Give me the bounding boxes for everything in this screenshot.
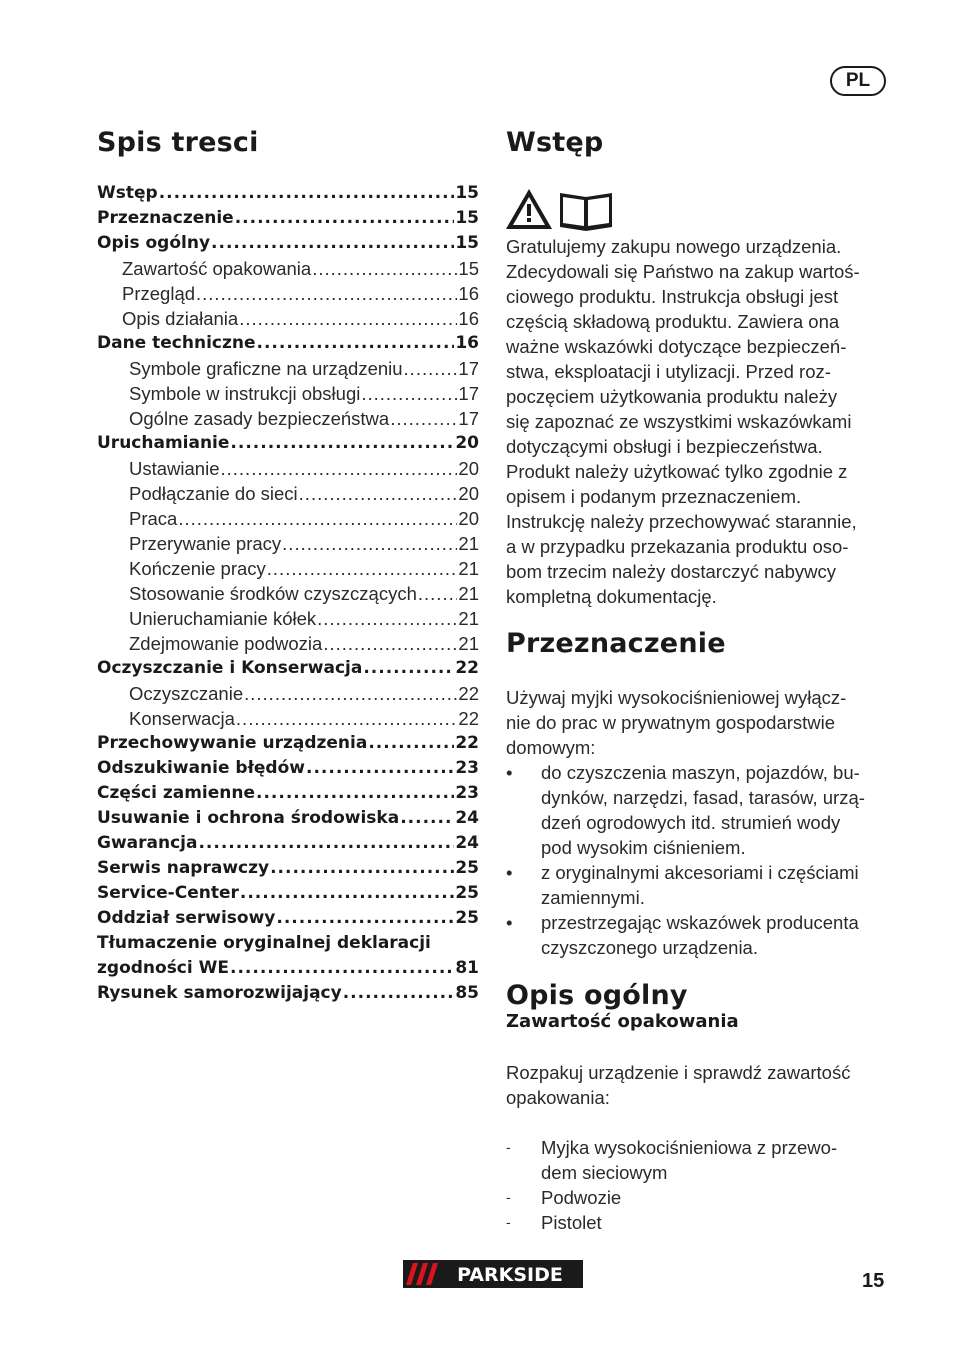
list-marker: • — [506, 862, 513, 883]
toc-entry-label: Oddział serwisowy — [97, 908, 276, 928]
toc-leader-dots — [299, 483, 458, 505]
toc-entry-label: Przeznaczenie — [97, 208, 234, 228]
toc-entry[interactable] — [97, 233, 479, 258]
toc-entry-page: 15 — [455, 233, 479, 253]
toc-entry-page: 23 — [455, 758, 479, 778]
list-item-line: przestrzegając wskazówek producenta — [541, 912, 859, 933]
toc-entry[interactable] — [97, 558, 479, 583]
text-line: ciowego produktu. Instrukcja obsługi jest — [506, 286, 839, 307]
general-subtitle: Zawartość opakowania — [506, 1011, 739, 1032]
toc-leader-dots — [230, 433, 454, 453]
list-marker: - — [506, 1214, 511, 1230]
toc-entry-label: Zdejmowanie podwozia — [129, 633, 323, 654]
toc-entry[interactable] — [97, 458, 479, 483]
toc-entry[interactable] — [97, 958, 479, 983]
toc-leader-dots — [256, 783, 454, 803]
toc-entry-page: 85 — [455, 983, 479, 1003]
text-line: Zdecydowali się Państwo na zakup wartoś- — [506, 261, 860, 282]
toc-entry[interactable] — [97, 433, 479, 458]
toc-leader-dots — [400, 808, 454, 828]
toc-entry[interactable] — [97, 358, 479, 383]
toc-entry-page: 20 — [458, 483, 479, 504]
text-line: opakowania: — [506, 1087, 610, 1108]
toc-leader-dots — [159, 183, 455, 203]
toc-leader-dots — [178, 508, 457, 530]
toc-leader-dots — [282, 533, 457, 555]
page-number: 15 — [862, 1270, 885, 1292]
list-item-line: Myjka wysokociśnieniowa z przewo- — [541, 1137, 838, 1158]
toc-entry-label: Opis działania — [122, 308, 239, 329]
purpose-text — [506, 685, 865, 960]
toc-entry-page: 21 — [458, 558, 479, 579]
toc-entry[interactable] — [97, 733, 479, 758]
toc-leader-dots — [211, 233, 454, 253]
toc-leader-dots — [257, 333, 455, 353]
toc-leader-dots — [404, 358, 458, 380]
toc-entry-label: Service-Center — [97, 883, 239, 903]
toc-leader-dots — [343, 983, 455, 1003]
list-item — [506, 860, 865, 910]
toc-entry-page: 20 — [458, 508, 479, 529]
toc-entry[interactable] — [97, 858, 479, 883]
toc-entry-page: 25 — [455, 883, 479, 903]
toc-entry-page: 21 — [458, 633, 479, 654]
toc-entry-label: Oczyszczanie — [129, 683, 244, 704]
list-item-line: Podwozie — [541, 1187, 622, 1208]
safety-icons — [506, 187, 616, 231]
toc-leader-dots — [236, 708, 458, 730]
toc-entry[interactable] — [97, 183, 479, 208]
toc-entry[interactable] — [97, 608, 479, 633]
toc-entry[interactable] — [97, 708, 479, 733]
toc-entry-page: 15 — [458, 258, 479, 279]
list-item — [506, 1135, 850, 1185]
toc-entry-page: 15 — [455, 183, 479, 203]
text-line: Rozpakuj urządzenie i sprawdź zawartość — [506, 1062, 851, 1083]
toc-entry-page: 17 — [458, 358, 479, 379]
toc-entry-label: Tłumaczenie oryginalnej deklaracji — [97, 933, 431, 953]
list-item-line: dynków, narzędzi, fasad, tarasów, urzą- — [541, 787, 865, 808]
toc-entry[interactable] — [97, 383, 479, 408]
toc-entry-label: Usuwanie i ochrona środowiska — [97, 808, 400, 828]
toc-entry[interactable] — [97, 508, 479, 533]
toc-entry-page: 25 — [455, 908, 479, 928]
toc-entry[interactable] — [97, 908, 479, 933]
text-line: poczęciem użytkowania produktu należy — [506, 386, 838, 407]
toc-leader-dots — [239, 308, 457, 330]
toc-entry-label: Stosowanie środków czyszczących — [129, 583, 417, 604]
toc-entry-page: 23 — [455, 783, 479, 803]
toc-entry[interactable] — [97, 983, 479, 1008]
toc-entry-page: 21 — [458, 533, 479, 554]
toc-leader-dots — [276, 908, 454, 928]
toc-leader-dots — [235, 208, 455, 228]
toc-leader-dots — [244, 683, 457, 705]
text-line: bom trzecim należy dostarczyć nabywcy — [506, 561, 837, 582]
list-marker: • — [506, 912, 513, 933]
toc-entry-page: 81 — [455, 958, 479, 978]
general-text — [506, 1060, 850, 1235]
toc-entry-label: Ogólne zasady bezpieczeństwa — [129, 408, 390, 429]
toc-entry-label: Dane techniczne — [97, 333, 256, 353]
list-item — [506, 1210, 850, 1235]
toc-entry[interactable] — [97, 683, 479, 708]
toc-entry-label: Przerywanie pracy — [129, 533, 282, 554]
text-line: dotyczącymi obsługi i bezpieczeństwa. — [506, 436, 823, 457]
toc-entry[interactable] — [97, 808, 479, 833]
toc-entry-page: 17 — [458, 408, 479, 429]
text-line: Produkt należy użytkować tylko zgodnie z — [506, 461, 848, 482]
list-marker: - — [506, 1139, 511, 1155]
list-item — [506, 910, 865, 960]
toc-leader-dots — [312, 258, 457, 280]
toc-entry-page: 16 — [458, 308, 479, 329]
toc-entry[interactable] — [97, 258, 479, 283]
toc-leader-dots — [390, 408, 457, 430]
toc-leader-dots — [317, 608, 457, 630]
toc-entry[interactable] — [97, 333, 479, 358]
toc-entry[interactable] — [97, 783, 479, 808]
toc-entry-label: Praca — [129, 508, 178, 529]
read-manual-book-icon — [560, 193, 612, 231]
toc-entry-label: Podłączanie do sieci — [129, 483, 298, 504]
toc-entry[interactable] — [97, 483, 479, 508]
toc-leader-dots — [368, 733, 454, 753]
toc-entry-label: Części zamienne — [97, 783, 256, 803]
toc-entry[interactable] — [97, 583, 479, 608]
toc-entry-page: 21 — [458, 608, 479, 629]
toc-entry-label: Oczyszczanie i Konserwacja — [97, 658, 363, 678]
toc-entry[interactable] — [97, 308, 479, 333]
toc-entry-label: Ustawianie — [129, 458, 220, 479]
text-line: Instrukcję należy przechowywać starannie, — [506, 511, 857, 532]
list-item-line: pod wysokim ciśnieniem. — [541, 837, 746, 858]
svg-text:PARKSIDE: PARKSIDE — [457, 1264, 563, 1286]
toc-entry[interactable] — [97, 933, 479, 958]
parkside-logo — [403, 1260, 583, 1288]
toc-entry-page: 20 — [458, 458, 479, 479]
toc-entry[interactable] — [97, 283, 479, 308]
toc-entry-label: Gwarancja — [97, 833, 198, 853]
toc-entry[interactable] — [97, 208, 479, 233]
list-item-line: dem sieciowym — [541, 1162, 668, 1183]
toc-leader-dots — [221, 458, 458, 480]
list-item-line: do czyszczenia maszyn, pojazdów, bu- — [541, 762, 860, 783]
toc-entry[interactable] — [97, 408, 479, 433]
text-line: się zapoznać ze wszystkimi wskazówkami — [506, 411, 852, 432]
toc-entry-page: 22 — [458, 683, 479, 704]
table-of-contents — [97, 183, 479, 1008]
text-line: nie do prac w prywatnym gospodarstwie — [506, 712, 836, 733]
toc-entry-page: 22 — [455, 658, 479, 678]
general-title: Opis ogólny — [506, 980, 688, 1011]
toc-leader-dots — [230, 958, 454, 978]
toc-entry-page: 24 — [455, 808, 479, 828]
toc-entry-label: Rysunek samorozwijający — [97, 983, 342, 1003]
toc-leader-dots — [198, 833, 454, 853]
toc-entry[interactable] — [97, 533, 479, 558]
text-line: kompletną dokumentację. — [506, 586, 717, 607]
text-line: Gratulujemy zakupu nowego urządzenia. — [506, 236, 842, 257]
text-line: częścią składową produktu. Zawiera ona — [506, 311, 840, 332]
toc-entry-label: Wstęp — [97, 183, 158, 203]
toc-leader-dots — [240, 883, 454, 903]
toc-leader-dots — [363, 658, 454, 678]
list-item-line: dzeń ogrodowych itd. strumień wody — [541, 812, 841, 833]
list-marker: - — [506, 1189, 511, 1205]
list-item-line: czyszczonego urządzenia. — [541, 937, 758, 958]
list-marker: • — [506, 762, 513, 783]
toc-entry-label: Konserwacja — [129, 708, 235, 729]
purpose-title: Przeznaczenie — [506, 628, 726, 659]
language-badge: PL — [830, 66, 886, 96]
toc-entry-page: 24 — [455, 833, 479, 853]
toc-entry-page: 17 — [458, 383, 479, 404]
toc-entry-label: zgodności WE — [97, 958, 229, 978]
toc-entry-label: Serwis naprawczy — [97, 858, 270, 878]
toc-leader-dots — [267, 558, 458, 580]
toc-entry-label: Zawartość opakowania — [122, 258, 312, 279]
toc-entry-label: Symbole w instrukcji obsługi — [129, 383, 361, 404]
text-line: domowym: — [506, 737, 596, 758]
toc-entry[interactable] — [97, 833, 479, 858]
toc-entry-label: Kończenie pracy — [129, 558, 266, 579]
list-item-line: zamiennymi. — [541, 887, 645, 908]
intro-title: Wstęp — [506, 127, 604, 158]
warning-triangle-icon — [506, 189, 552, 229]
toc-entry[interactable] — [97, 658, 479, 683]
toc-entry-label: Symbole graficzne na urządzeniu — [129, 358, 403, 379]
toc-leader-dots — [270, 858, 454, 878]
toc-entry-label: Opis ogólny — [97, 233, 211, 253]
toc-leader-dots — [196, 283, 457, 305]
toc-entry[interactable] — [97, 758, 479, 783]
toc-entry-page: 16 — [458, 283, 479, 304]
toc-entry-page: 25 — [455, 858, 479, 878]
toc-entry-page: 20 — [455, 433, 479, 453]
toc-entry-page: 16 — [455, 333, 479, 353]
text-line: Używaj myjki wysokociśnieniowej wyłącz- — [506, 687, 847, 708]
toc-entry-label: Przegląd — [122, 283, 196, 304]
toc-entry-page: 21 — [458, 583, 479, 604]
toc-entry-page: 15 — [455, 208, 479, 228]
list-item — [506, 760, 865, 860]
toc-leader-dots — [361, 383, 457, 405]
toc-leader-dots — [306, 758, 454, 778]
list-item-line: z oryginalnymi akcesoriami i częściami — [541, 862, 859, 883]
list-item-line: Pistolet — [541, 1212, 602, 1233]
text-line: stwa, eksploatacji i utylizacji. Przed roz- — [506, 361, 831, 382]
toc-leader-dots — [323, 633, 457, 655]
toc-entry-label: Odszukiwanie błędów — [97, 758, 305, 778]
text-line: ważne wskazówki dotyczące bezpieczeń- — [506, 336, 847, 357]
toc-entry-page: 22 — [455, 733, 479, 753]
intro-text — [506, 234, 860, 609]
toc-entry-label: Uruchamianie — [97, 433, 230, 453]
text-line: opisem i podanym przeznaczeniem. — [506, 486, 802, 507]
toc-title: Spis tresci — [97, 127, 259, 158]
toc-entry[interactable] — [97, 633, 479, 658]
toc-leader-dots — [418, 583, 458, 605]
text-line: a w przypadku przekazania produktu oso- — [506, 536, 849, 557]
toc-entry-label: Unieruchamianie kółek — [129, 608, 317, 629]
toc-entry-page: 22 — [458, 708, 479, 729]
list-item — [506, 1185, 850, 1210]
toc-entry-label: Przechowywanie urządzenia — [97, 733, 368, 753]
toc-entry[interactable] — [97, 883, 479, 908]
